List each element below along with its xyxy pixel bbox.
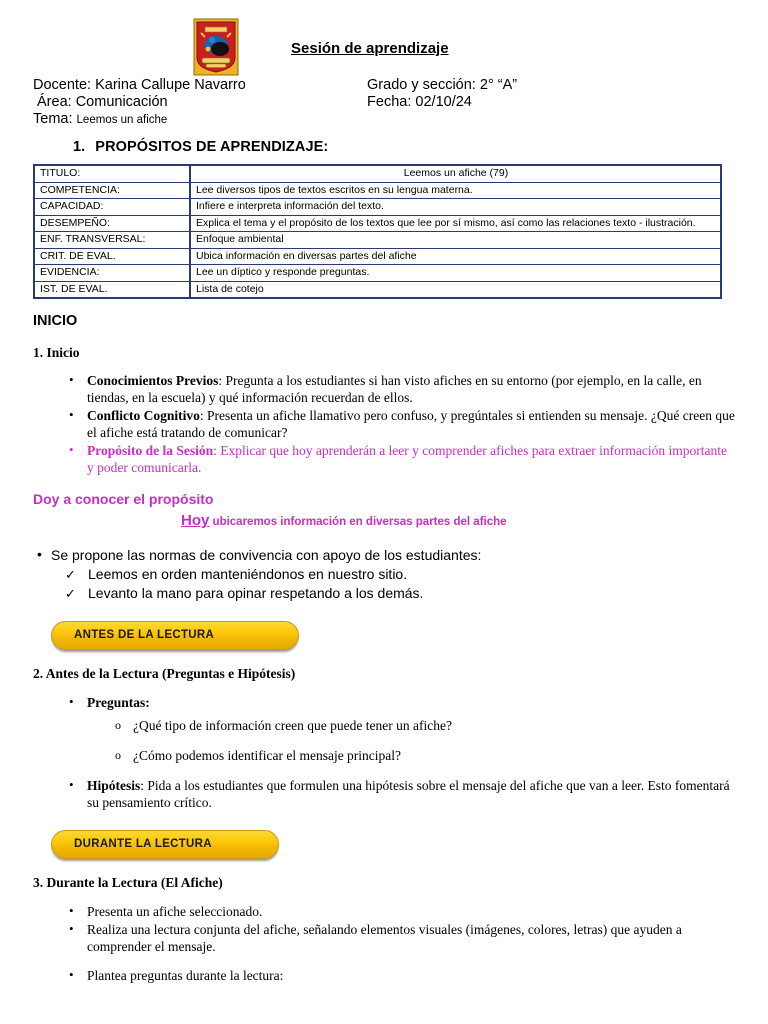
- grado-label: Grado y sección:: [367, 77, 476, 93]
- propositos-table: [33, 164, 722, 299]
- bullet-bold-label: Propósito de la Sesión: [87, 443, 214, 458]
- list-item: [87, 407, 735, 441]
- row-value: Leemos un afiche (79): [190, 165, 721, 182]
- row-label: CRIT. DE EVAL.: [34, 248, 190, 265]
- table-row: [34, 215, 721, 232]
- normas-lead: • Se propone las normas de convivencia con apoyo de los estudiantes:: [33, 546, 735, 565]
- tema-value: Leemos un afiche: [76, 114, 168, 126]
- durante-heading: 3. Durante la Lectura (El Afiche): [33, 875, 223, 890]
- row-value: Lista de cotejo: [190, 281, 721, 298]
- area-value: Comunicación: [75, 94, 168, 110]
- table-row: [34, 265, 721, 282]
- row-label: CAPACIDAD:: [34, 199, 190, 216]
- bullet-bold-label: Conocimientos Previos: [87, 373, 219, 388]
- list-item: o ¿Cómo podemos identificar el mensaje principal?: [133, 747, 735, 764]
- antes-de-la-lectura-button[interactable]: ANTES DE LA LECTURA: [51, 621, 299, 650]
- table-row: [34, 248, 721, 265]
- row-value: Lee un díptico y responde preguntas.: [190, 265, 721, 282]
- meta-right-column: [367, 77, 517, 111]
- row-label: ENF. TRANSVERSAL:: [34, 232, 190, 249]
- bullet-bold-label: Conflicto Cognitivo: [87, 408, 200, 423]
- tema-line: [33, 111, 363, 129]
- antes-heading: 2. Antes de la Lectura (Preguntas e Hipótesis): [33, 666, 296, 681]
- list-item: [87, 777, 735, 811]
- table-row: [34, 199, 721, 216]
- normas-block: [33, 546, 735, 603]
- list-item: • Presenta un afiche seleccionado.: [87, 903, 735, 920]
- inicio-subheading: 1. Inicio: [33, 345, 80, 360]
- table-row: [34, 232, 721, 249]
- area-label: Área:: [37, 94, 72, 110]
- table-row: [34, 281, 721, 298]
- school-crest-icon: [193, 18, 239, 76]
- fecha-value: 02/10/24: [415, 94, 472, 110]
- bullet-text: : Pregunta a los estudiantes si han visto afiches en su entorno (por ejemplo, en la calle, en tiendas, en la escuela) y qué información recuerdan de ellos.: [87, 373, 702, 405]
- fecha-label: Fecha:: [367, 94, 412, 110]
- bullet-text: : Presenta un afiche llamativo pero confuso, y pregúntales si entienden su mensaje. ¿Qué creen que el afiche está tratando de comunicar?: [87, 408, 735, 440]
- list-item: • Realiza una lectura conjunta del afiche, señalando elementos visuales (imágenes, colores, letras) que ayuden a comprender el mensaje.: [87, 921, 735, 955]
- table-row: [34, 182, 721, 199]
- meta-information: [33, 77, 735, 129]
- row-label: DESEMPEÑO:: [34, 215, 190, 232]
- docente-label: Docente:: [33, 77, 92, 93]
- antes-bullet-list: [33, 694, 735, 811]
- preguntas-sublist: [87, 717, 735, 764]
- list-item: • Plantea preguntas durante la lectura:: [87, 967, 735, 984]
- durante-bullet-list: [33, 903, 735, 984]
- area-line: [33, 94, 363, 111]
- durante-la-lectura-button[interactable]: DURANTE LA LECTURA: [51, 830, 279, 859]
- section-heading-text: PROPÓSITOS DE APRENDIZAJE:: [95, 139, 329, 155]
- hoy-word: Hoy: [181, 512, 210, 529]
- grado-value: 2° “A”: [479, 77, 518, 93]
- row-label: IST. DE EVAL.: [34, 281, 190, 298]
- bullet-text: : Pida a los estudiantes que formulen una hipótesis sobre el mensaje del afiche que van a leer. Esto fomentará su pensamiento crítico.: [87, 778, 730, 810]
- meta-left-column: [33, 77, 363, 129]
- preguntas-label: Preguntas:: [87, 695, 150, 710]
- normas-item: ✓ Leemos en orden manteniéndonos en nuestro sitio.: [33, 565, 735, 584]
- list-item: [87, 442, 735, 476]
- row-value: Enfoque ambiental: [190, 232, 721, 249]
- grado-line: [367, 77, 517, 94]
- section-number: 1.: [73, 139, 86, 155]
- row-label: EVIDENCIA:: [34, 265, 190, 282]
- bullet-text: : Explicar que hoy aprenderán a leer y comprender afiches para extraer información importante y poder comunicarla.: [87, 443, 728, 475]
- row-value: Explica el tema y el propósito de los textos que lee por sí mismo, así como las relaciones texto - ilustración.: [190, 215, 721, 232]
- page-title: Sesión de aprendizaje: [291, 40, 449, 57]
- row-label: COMPETENCIA:: [34, 182, 190, 199]
- proposito-heading: Doy a conocer el propósito: [33, 491, 214, 507]
- row-value: Ubica información en diversas partes del afiche: [190, 248, 721, 265]
- docente-line: [33, 77, 363, 94]
- docente-value: Karina Callupe Navarro: [95, 77, 246, 93]
- fecha-line: [367, 94, 517, 111]
- list-item: [87, 694, 735, 764]
- row-value: Lee diversos tipos de textos escritos en su lengua materna.: [190, 182, 721, 199]
- inicio-heading: INICIO: [33, 313, 78, 329]
- tema-label: Tema:: [33, 111, 73, 127]
- proposito-hoy-line: [33, 513, 735, 530]
- propositos-table-body: [34, 165, 721, 298]
- document-header: [33, 0, 735, 74]
- inicio-bullet-list: [33, 372, 735, 476]
- row-label: TITULO:: [34, 165, 190, 182]
- bullet-bold-label: Hipótesis: [87, 778, 141, 793]
- section-propositos-heading: [33, 139, 735, 155]
- list-item: o ¿Qué tipo de información creen que puede tener un afiche?: [133, 717, 735, 734]
- hoy-rest-text: ubicaremos información en diversas partes del afiche: [212, 516, 507, 528]
- normas-item: ✓ Levanto la mano para opinar respetando a los demás.: [33, 584, 735, 603]
- row-value: Infiere e interpreta información del texto.: [190, 199, 721, 216]
- table-row: [34, 165, 721, 182]
- list-item: [87, 372, 735, 406]
